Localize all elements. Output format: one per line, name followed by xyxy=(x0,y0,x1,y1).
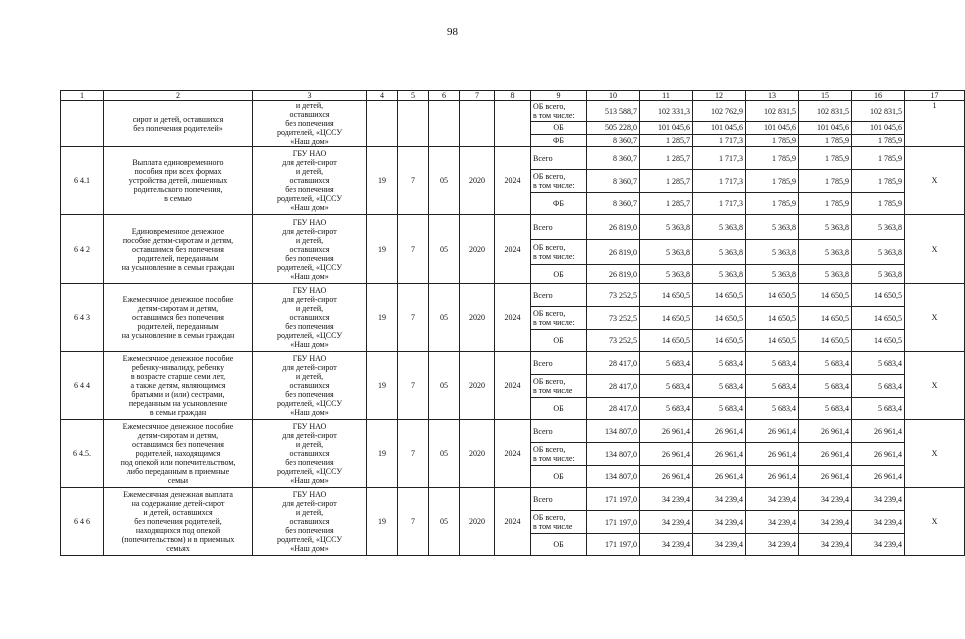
funding-source-label: ОБ xyxy=(531,534,587,556)
item-col4: 19 xyxy=(367,284,398,352)
amount-cell: 26 961,4 xyxy=(693,443,746,466)
item-col17: X xyxy=(905,420,965,488)
amount-cell: 26 961,4 xyxy=(640,466,693,488)
amount-cell: 34 239,4 xyxy=(746,488,799,511)
item-col7: 2020 xyxy=(460,352,495,420)
amount-cell: 5 683,4 xyxy=(746,375,799,398)
amount-cell: 14 650,5 xyxy=(852,307,905,330)
item-col5: 7 xyxy=(398,488,429,556)
amount-cell: 5 363,8 xyxy=(746,265,799,284)
table-row xyxy=(61,147,965,170)
amount-cell: 5 683,4 xyxy=(693,375,746,398)
item-code: 6 4 6 xyxy=(61,488,104,556)
item-col17: X xyxy=(905,488,965,556)
item-executor: ГБУ НАО для детей-сирот и детей, оставшихся без попечения родителей, «ЦССУ «Наш дом» xyxy=(253,420,367,488)
amount-cell: 1 285,7 xyxy=(640,147,693,170)
column-number-header: 7 xyxy=(460,91,495,101)
column-number-header: 2 xyxy=(104,91,253,101)
amount-cell: 34 239,4 xyxy=(693,511,746,534)
funding-source-label: ОБ всего, в том числе xyxy=(531,375,587,398)
amount-cell: 5 683,4 xyxy=(746,398,799,420)
amount-cell: 171 197,0 xyxy=(587,534,640,556)
funding-source-label: Всего xyxy=(531,488,587,511)
item-col8: 2024 xyxy=(495,420,531,488)
item-col7: 2020 xyxy=(460,488,495,556)
amount-cell: 14 650,5 xyxy=(799,330,852,352)
amount-cell: 14 650,5 xyxy=(693,284,746,307)
amount-cell: 505 228,0 xyxy=(587,122,640,134)
amount-cell: 1 717,3 xyxy=(693,147,746,170)
amount-cell: 14 650,5 xyxy=(799,307,852,330)
page-number: 98 xyxy=(447,26,458,38)
amount-cell: 5 363,8 xyxy=(799,215,852,240)
item-executor: и детей, оставшихся без попечения родителей, «ЦССУ «Наш дом» xyxy=(253,101,367,147)
amount-cell: 5 363,8 xyxy=(799,240,852,265)
column-number-header: 3 xyxy=(253,91,367,101)
amount-cell: 5 683,4 xyxy=(693,352,746,375)
amount-cell: 5 683,4 xyxy=(852,375,905,398)
item-executor: ГБУ НАО для детей-сирот и детей, оставшихся без попечения родителей, «ЦССУ «Наш дом» xyxy=(253,284,367,352)
amount-cell: 28 417,0 xyxy=(587,375,640,398)
amount-cell: 5 363,8 xyxy=(852,265,905,284)
amount-cell: 5 683,4 xyxy=(640,398,693,420)
table-row xyxy=(61,352,965,375)
column-number-header: 4 xyxy=(367,91,398,101)
amount-cell: 1 285,7 xyxy=(640,134,693,146)
item-col8: 2024 xyxy=(495,352,531,420)
amount-cell: 102 831,5 xyxy=(746,101,799,122)
item-col8: 2024 xyxy=(495,284,531,352)
item-col4: 19 xyxy=(367,488,398,556)
amount-cell: 26 961,4 xyxy=(746,466,799,488)
item-col7: 2020 xyxy=(460,284,495,352)
funding-source-label: ОБ всего, в том числе: xyxy=(531,170,587,193)
amount-cell: 5 683,4 xyxy=(852,352,905,375)
funding-source-label: ОБ всего, в том числе: xyxy=(531,101,587,122)
table-row xyxy=(61,488,965,511)
item-code: 6 4 2 xyxy=(61,215,104,284)
item-col8: 2024 xyxy=(495,488,531,556)
amount-cell: 1 785,9 xyxy=(746,170,799,193)
item-name: сирот и детей, оставшихся без попечения родителей» xyxy=(104,101,253,147)
item-col6: 05 xyxy=(429,420,460,488)
funding-source-label: ОБ xyxy=(531,265,587,284)
column-number-header: 8 xyxy=(495,91,531,101)
amount-cell: 5 363,8 xyxy=(799,265,852,284)
item-col8: 2024 xyxy=(495,215,531,284)
amount-cell: 134 807,0 xyxy=(587,443,640,466)
amount-cell: 513 588,7 xyxy=(587,101,640,122)
amount-cell: 8 360,7 xyxy=(587,147,640,170)
amount-cell: 5 683,4 xyxy=(746,352,799,375)
amount-cell: 1 717,3 xyxy=(693,170,746,193)
amount-cell: 1 785,9 xyxy=(852,193,905,215)
amount-cell: 26 961,4 xyxy=(799,420,852,443)
item-col4: 19 xyxy=(367,420,398,488)
amount-cell: 14 650,5 xyxy=(640,330,693,352)
amount-cell: 1 785,9 xyxy=(746,134,799,146)
table-row xyxy=(61,101,965,122)
amount-cell: 134 807,0 xyxy=(587,466,640,488)
amount-cell: 134 807,0 xyxy=(587,420,640,443)
amount-cell: 5 363,8 xyxy=(852,240,905,265)
item-col7: 2020 xyxy=(460,420,495,488)
item-code xyxy=(61,101,104,147)
amount-cell: 26 961,4 xyxy=(693,466,746,488)
amount-cell: 8 360,7 xyxy=(587,134,640,146)
amount-cell: 73 252,5 xyxy=(587,284,640,307)
program-table xyxy=(60,90,965,556)
amount-cell: 26 961,4 xyxy=(746,443,799,466)
amount-cell: 5 683,4 xyxy=(799,352,852,375)
amount-cell: 5 363,8 xyxy=(640,240,693,265)
item-executor: ГБУ НАО для детей-сирот и детей, оставшихся без попечения родителей, «ЦССУ «Наш дом» xyxy=(253,488,367,556)
amount-cell: 5 683,4 xyxy=(799,398,852,420)
item-col17: X xyxy=(905,215,965,284)
item-code: 6 4 4 xyxy=(61,352,104,420)
table-row xyxy=(61,420,965,443)
amount-cell: 34 239,4 xyxy=(640,488,693,511)
amount-cell: 14 650,5 xyxy=(852,330,905,352)
column-number-header: 11 xyxy=(640,91,693,101)
amount-cell: 171 197,0 xyxy=(587,511,640,534)
amount-cell: 101 045,6 xyxy=(746,122,799,134)
column-number-header: 13 xyxy=(746,91,799,101)
amount-cell: 14 650,5 xyxy=(746,307,799,330)
funding-source-label: ФБ xyxy=(531,193,587,215)
amount-cell: 1 285,7 xyxy=(640,170,693,193)
amount-cell: 5 683,4 xyxy=(640,375,693,398)
item-col5: 7 xyxy=(398,147,429,215)
amount-cell: 5 683,4 xyxy=(799,375,852,398)
item-col17: X xyxy=(905,352,965,420)
amount-cell: 1 785,9 xyxy=(746,147,799,170)
amount-cell: 28 417,0 xyxy=(587,398,640,420)
amount-cell: 1 285,7 xyxy=(640,193,693,215)
amount-cell: 26 961,4 xyxy=(852,443,905,466)
item-name: Единовременное денежное пособие детям-сиротам и детям, оставшимся без попечения родителей, переданным на усыновление в семьи граждан xyxy=(104,215,253,284)
table-body xyxy=(61,91,965,556)
amount-cell: 26 819,0 xyxy=(587,240,640,265)
amount-cell: 34 239,4 xyxy=(799,488,852,511)
amount-cell: 101 045,6 xyxy=(640,122,693,134)
table-row xyxy=(61,215,965,240)
amount-cell: 1 785,9 xyxy=(799,170,852,193)
amount-cell: 14 650,5 xyxy=(640,307,693,330)
amount-cell: 1 785,9 xyxy=(799,193,852,215)
item-col17: X xyxy=(905,147,965,215)
amount-cell: 1 785,9 xyxy=(852,147,905,170)
amount-cell: 5 683,4 xyxy=(693,398,746,420)
amount-cell: 101 045,6 xyxy=(852,122,905,134)
item-code: 6 4 3 xyxy=(61,284,104,352)
item-col4 xyxy=(367,101,398,147)
item-col4: 19 xyxy=(367,147,398,215)
column-number-header: 17 xyxy=(905,91,965,101)
amount-cell: 8 360,7 xyxy=(587,193,640,215)
item-name: Ежемесячное денежное пособие детям-сиротам и детям, оставшимся без попечения родителей, находящимся под опекой или попечительством, либо переданным в приемные семьи xyxy=(104,420,253,488)
amount-cell: 1 785,9 xyxy=(799,147,852,170)
column-number-header: 12 xyxy=(693,91,746,101)
amount-cell: 14 650,5 xyxy=(693,330,746,352)
item-name: Ежемесячное денежное пособие детям-сиротам и детям, оставшимся без попечения родителей, переданным на усыновление в семьи граждан xyxy=(104,284,253,352)
amount-cell: 26 961,4 xyxy=(852,466,905,488)
amount-cell: 14 650,5 xyxy=(799,284,852,307)
item-name: Ежемесячная денежная выплата на содержание детей-сирот и детей, оставшихся без попечения родителей, находящихся под опекой (попечительством) и в приемных семьях xyxy=(104,488,253,556)
amount-cell: 34 239,4 xyxy=(693,488,746,511)
item-col4: 19 xyxy=(367,215,398,284)
item-col5: 7 xyxy=(398,284,429,352)
amount-cell: 102 831,5 xyxy=(852,101,905,122)
item-executor: ГБУ НАО для детей-сирот и детей, оставшихся без попечения родителей, «ЦССУ «Наш дом» xyxy=(253,215,367,284)
amount-cell: 1 717,3 xyxy=(693,193,746,215)
amount-cell: 26 961,4 xyxy=(640,420,693,443)
item-col6: 05 xyxy=(429,284,460,352)
amount-cell: 1 785,9 xyxy=(852,134,905,146)
column-number-row xyxy=(61,91,965,101)
column-number-header: 9 xyxy=(531,91,587,101)
amount-cell: 8 360,7 xyxy=(587,170,640,193)
amount-cell: 1 785,9 xyxy=(852,170,905,193)
amount-cell: 34 239,4 xyxy=(799,511,852,534)
column-number-header: 16 xyxy=(852,91,905,101)
amount-cell: 5 363,8 xyxy=(746,215,799,240)
amount-cell: 28 417,0 xyxy=(587,352,640,375)
amount-cell: 102 331,3 xyxy=(640,101,693,122)
funding-source-label: ОБ xyxy=(531,330,587,352)
item-col6 xyxy=(429,101,460,147)
amount-cell: 26 961,4 xyxy=(693,420,746,443)
item-col8: 2024 xyxy=(495,147,531,215)
amount-cell: 26 961,4 xyxy=(640,443,693,466)
amount-cell: 102 762,9 xyxy=(693,101,746,122)
amount-cell: 5 363,8 xyxy=(640,265,693,284)
amount-cell: 14 650,5 xyxy=(746,330,799,352)
amount-cell: 5 363,8 xyxy=(746,240,799,265)
column-number-header: 6 xyxy=(429,91,460,101)
item-col7: 2020 xyxy=(460,147,495,215)
amount-cell: 101 045,6 xyxy=(693,122,746,134)
amount-cell: 14 650,5 xyxy=(693,307,746,330)
amount-cell: 26 961,4 xyxy=(852,420,905,443)
amount-cell: 5 363,8 xyxy=(693,265,746,284)
amount-cell: 1 785,9 xyxy=(746,193,799,215)
amount-cell: 34 239,4 xyxy=(852,511,905,534)
item-col17: X xyxy=(905,284,965,352)
item-col5: 7 xyxy=(398,215,429,284)
amount-cell: 34 239,4 xyxy=(852,534,905,556)
item-col6: 05 xyxy=(429,488,460,556)
item-name: Выплата единовременного пособия при всех формах устройства детей, лишенных родительского попечения, в семью xyxy=(104,147,253,215)
item-col6: 05 xyxy=(429,147,460,215)
item-code: 6 4.1 xyxy=(61,147,104,215)
amount-cell: 34 239,4 xyxy=(693,534,746,556)
amount-cell: 26 961,4 xyxy=(799,443,852,466)
item-col5: 7 xyxy=(398,352,429,420)
amount-cell: 26 961,4 xyxy=(746,420,799,443)
amount-cell: 34 239,4 xyxy=(640,511,693,534)
column-number-header: 10 xyxy=(587,91,640,101)
amount-cell: 34 239,4 xyxy=(799,534,852,556)
funding-source-label: Всего xyxy=(531,284,587,307)
item-code: 6 4.5. xyxy=(61,420,104,488)
funding-source-label: Всего xyxy=(531,147,587,170)
funding-source-label: ОБ xyxy=(531,122,587,134)
amount-cell: 26 819,0 xyxy=(587,215,640,240)
amount-cell: 73 252,5 xyxy=(587,307,640,330)
amount-cell: 34 239,4 xyxy=(746,511,799,534)
item-col5: 7 xyxy=(398,420,429,488)
amount-cell: 5 363,8 xyxy=(693,215,746,240)
amount-cell: 101 045,6 xyxy=(799,122,852,134)
funding-source-label: ОБ всего, в том числе xyxy=(531,511,587,534)
funding-source-label: ОБ всего, в том числе: xyxy=(531,443,587,466)
amount-cell: 14 650,5 xyxy=(640,284,693,307)
item-col7: 2020 xyxy=(460,215,495,284)
column-number-header: 5 xyxy=(398,91,429,101)
funding-source-label: Всего xyxy=(531,420,587,443)
funding-source-label: ОБ всего, в том числе: xyxy=(531,240,587,265)
item-col6: 05 xyxy=(429,352,460,420)
amount-cell: 102 831,5 xyxy=(799,101,852,122)
amount-cell: 34 239,4 xyxy=(640,534,693,556)
item-name: Ежемесячное денежное пособие ребенку-инвалиду, ребенку в возрасте старше семи лет, а также детям, являющимся братьями и (или) сестрами, переданным на усыновление в семьи граждан xyxy=(104,352,253,420)
column-number-header: 15 xyxy=(799,91,852,101)
item-col5 xyxy=(398,101,429,147)
funding-source-label: ОБ xyxy=(531,398,587,420)
item-col6: 05 xyxy=(429,215,460,284)
amount-cell: 1 785,9 xyxy=(799,134,852,146)
item-col8 xyxy=(495,101,531,147)
amount-cell: 73 252,5 xyxy=(587,330,640,352)
amount-cell: 14 650,5 xyxy=(746,284,799,307)
item-col4: 19 xyxy=(367,352,398,420)
funding-source-label: Всего xyxy=(531,352,587,375)
funding-source-label: ФБ xyxy=(531,134,587,146)
amount-cell: 5 363,8 xyxy=(693,240,746,265)
amount-cell: 34 239,4 xyxy=(746,534,799,556)
amount-cell: 5 683,4 xyxy=(640,352,693,375)
funding-source-label: Всего xyxy=(531,215,587,240)
item-executor: ГБУ НАО для детей-сирот и детей, оставшихся без попечения родителей, «ЦССУ «Наш дом» xyxy=(253,147,367,215)
funding-source-label: ОБ всего, в том числе: xyxy=(531,307,587,330)
amount-cell: 26 961,4 xyxy=(799,466,852,488)
amount-cell: 26 819,0 xyxy=(587,265,640,284)
table-row xyxy=(61,284,965,307)
item-col17: 1 xyxy=(905,101,965,147)
amount-cell: 14 650,5 xyxy=(852,284,905,307)
amount-cell: 171 197,0 xyxy=(587,488,640,511)
item-executor: ГБУ НАО для детей-сирот и детей, оставшихся без попечения родителей, «ЦССУ «Наш дом» xyxy=(253,352,367,420)
amount-cell: 5 683,4 xyxy=(852,398,905,420)
funding-source-label: ОБ xyxy=(531,466,587,488)
column-number-header: 1 xyxy=(61,91,104,101)
amount-cell: 34 239,4 xyxy=(852,488,905,511)
amount-cell: 5 363,8 xyxy=(852,215,905,240)
amount-cell: 1 717,3 xyxy=(693,134,746,146)
amount-cell: 5 363,8 xyxy=(640,215,693,240)
item-col7 xyxy=(460,101,495,147)
